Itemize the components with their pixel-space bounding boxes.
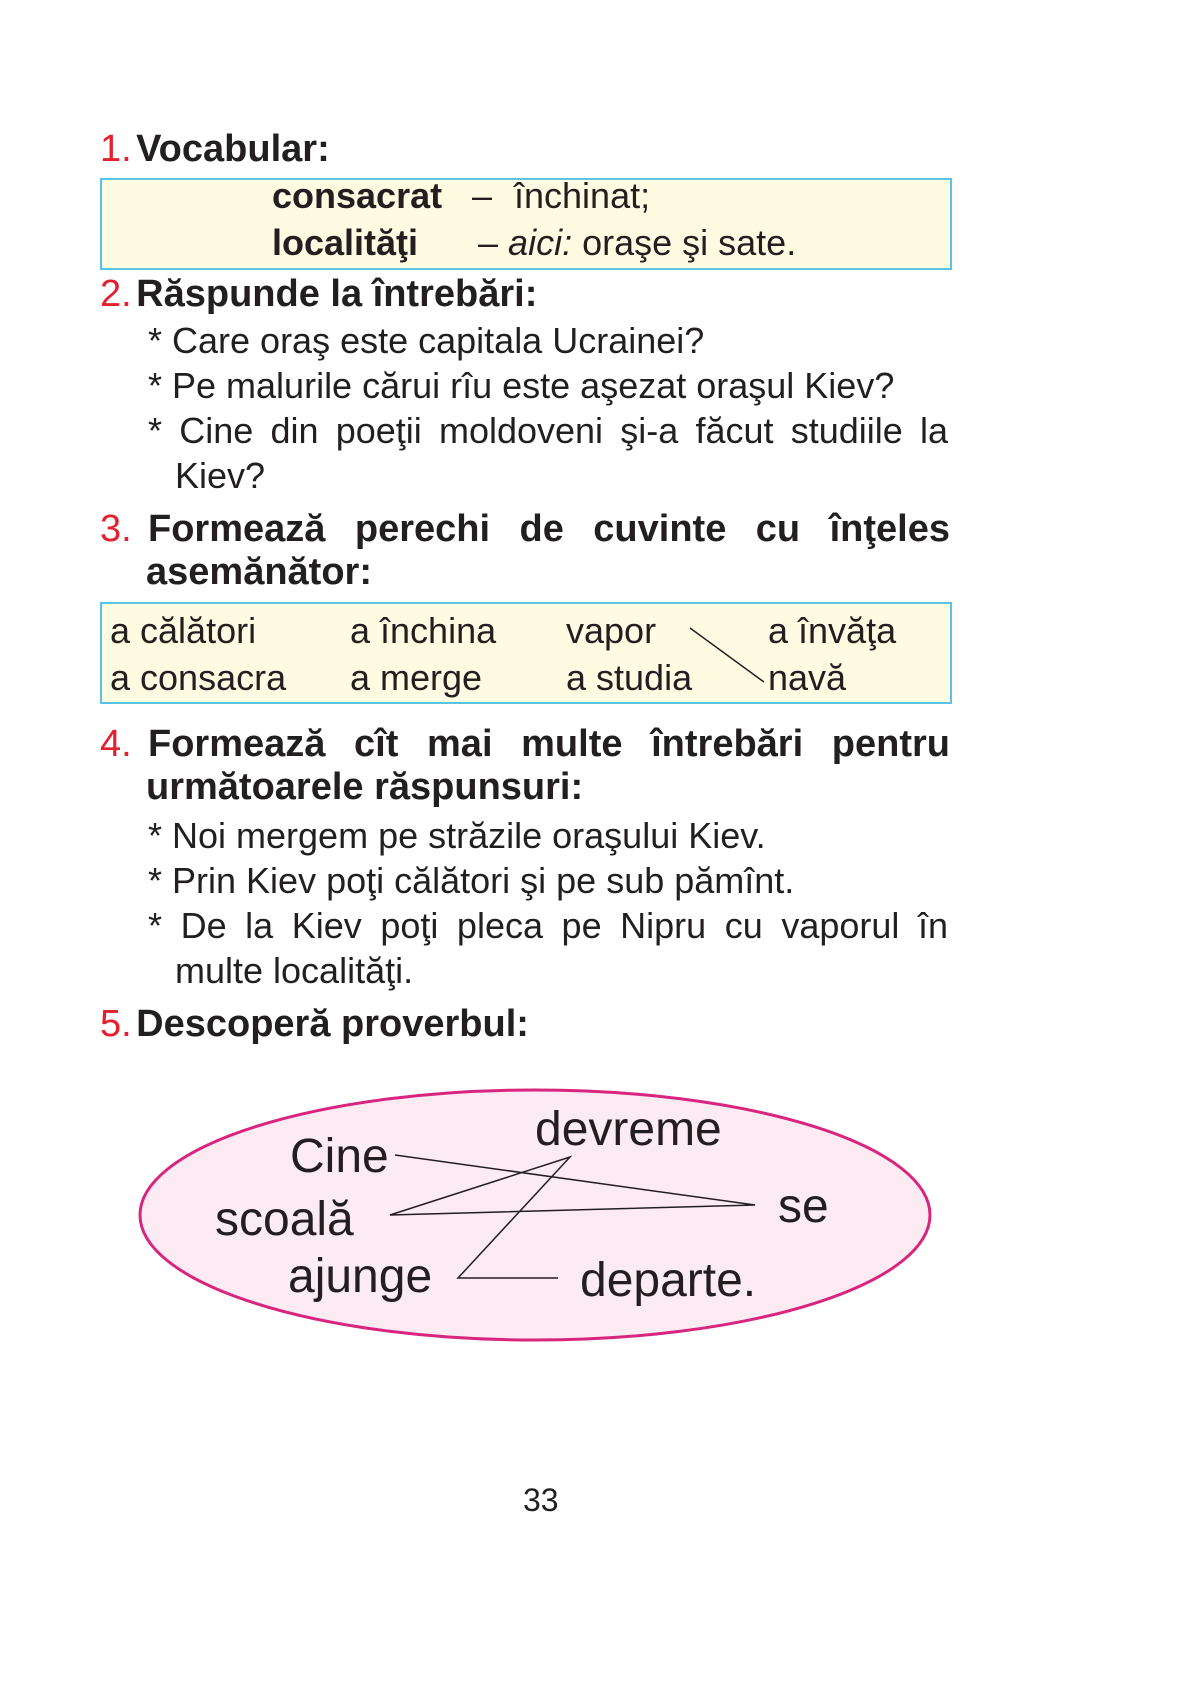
- exercise-title-line1: Formează cît mai multe întrebări pentru: [148, 723, 950, 765]
- word-a-consacra: a consacra: [110, 657, 287, 698]
- exercise-title-line1: Formează perechi de cuvinte cu înţeles: [148, 508, 950, 550]
- word-nava: navă: [768, 657, 847, 698]
- proverb-word-scoala: scoală: [215, 1193, 354, 1246]
- word-a-invata: a învăţa: [768, 610, 897, 651]
- vocab-term-consacrat: consacrat: [272, 175, 443, 216]
- word-a-calatori: a călători: [110, 610, 257, 651]
- question-1: * Care oraş este capitala Ucrainei?: [148, 320, 705, 361]
- proverb-word-ajunge: ajunge: [288, 1250, 433, 1303]
- exercise-title-line2: următoarele răspunsuri:: [146, 766, 584, 808]
- exercise-title: Descoperă proverbul:: [136, 1003, 529, 1045]
- answer-3: * De la Kiev poţi pleca pe Nipru cu vaporul în: [148, 905, 948, 946]
- proverb-word-devreme: devreme: [535, 1103, 722, 1156]
- exercise-title: Vocabular:: [136, 128, 330, 170]
- vocab-definition-localitati: oraşe şi sate.: [582, 222, 797, 263]
- question-2: * Pe malurile cărui rîu este aşezat oraşul Kiev?: [148, 365, 895, 406]
- exercise-number: 4.: [100, 723, 132, 765]
- vocab-term-localitati: localităţi: [272, 222, 419, 263]
- answer-3-continued: multe localităţi.: [175, 950, 414, 991]
- vocab-definition-consacrat: închinat;: [514, 175, 651, 216]
- word-a-merge: a merge: [350, 657, 483, 698]
- exercise-title: Răspunde la întrebări:: [136, 273, 538, 315]
- vocab-dash-symbol: –: [478, 222, 499, 263]
- exercise-title-line2: asemănător:: [146, 551, 372, 593]
- exercise-number: 5.: [100, 1003, 132, 1045]
- exercise-number: 1.: [100, 128, 132, 170]
- proverb-word-departe: departe.: [580, 1254, 757, 1307]
- page-number: 33: [523, 1482, 559, 1518]
- word-a-studia: a studia: [566, 657, 693, 698]
- question-3: * Cine din poeţii moldoveni şi-a făcut studiile la: [148, 410, 948, 451]
- vocab-note: aici:: [508, 222, 573, 263]
- exercise-number: 3.: [100, 508, 132, 550]
- answer-2: * Prin Kiev poţi călători şi pe sub pămînt.: [148, 860, 795, 901]
- word-a-inchina: a închina: [350, 610, 497, 651]
- word-vapor: vapor: [566, 610, 657, 651]
- proverb-word-cine: Cine: [290, 1130, 389, 1183]
- exercise-number: 2.: [100, 273, 132, 315]
- answer-1: * Noi mergem pe străzile oraşului Kiev.: [148, 815, 766, 856]
- vocab-dash: –: [472, 175, 493, 216]
- question-3-continued: Kiev?: [175, 455, 266, 496]
- proverb-word-se: se: [778, 1180, 829, 1233]
